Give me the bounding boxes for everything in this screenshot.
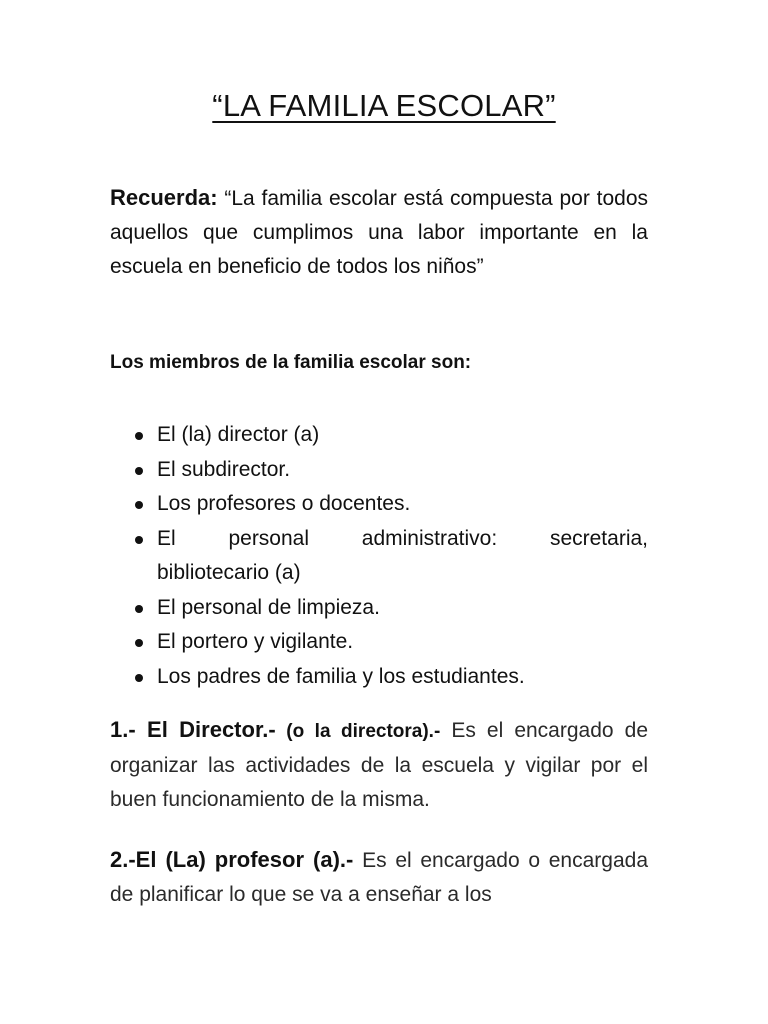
recuerda-text: “La familia escolar está compuesta por todos aquellos que cumplimos una labor importante en la escuela en beneficio de todos los niños” (110, 187, 648, 278)
list-item: El (la) director (a) (110, 418, 648, 453)
section-title: 2.-El (La) profesor (a).- (110, 847, 354, 872)
members-heading: Los miembros de la familia escolar son: (110, 352, 472, 373)
bullet-icon (135, 536, 143, 544)
section-text: Es el encargado de organizar las actividades de la escuela y vigilar por el buen funcionamiento de la misma. (110, 719, 648, 811)
section-profesor (110, 843, 648, 912)
recuerda-paragraph (110, 181, 648, 284)
section-director (110, 713, 648, 817)
bullet-icon (135, 501, 143, 509)
list-item: El personal administrativo: secretaria, (110, 522, 648, 557)
list-item: Los padres de familia y los estudiantes. (110, 660, 648, 695)
list-item: El subdirector. (110, 453, 648, 488)
section-title: 1.- El Director.- (110, 717, 276, 742)
bullet-icon (135, 639, 143, 647)
bullet-icon (135, 467, 143, 475)
bullet-icon (135, 432, 143, 440)
page-title (0, 88, 768, 124)
section-subtitle: (o la directora).- (275, 721, 441, 742)
list-item: Los profesores o docentes. (110, 487, 648, 522)
bullet-icon (135, 674, 143, 682)
list-item: El portero y vigilante. (110, 625, 648, 660)
list-item: El personal de limpieza. (110, 591, 648, 626)
list-item-continuation: bibliotecario (a) (157, 561, 301, 584)
bullet-icon (135, 605, 143, 613)
members-list (110, 418, 648, 694)
section-text: Es el encargado o encargada de planificar lo que se va a enseñar a los (110, 849, 649, 906)
recuerda-label: Recuerda: (110, 185, 218, 210)
title-text: “LA FAMILIA ESCOLAR” (212, 88, 556, 123)
